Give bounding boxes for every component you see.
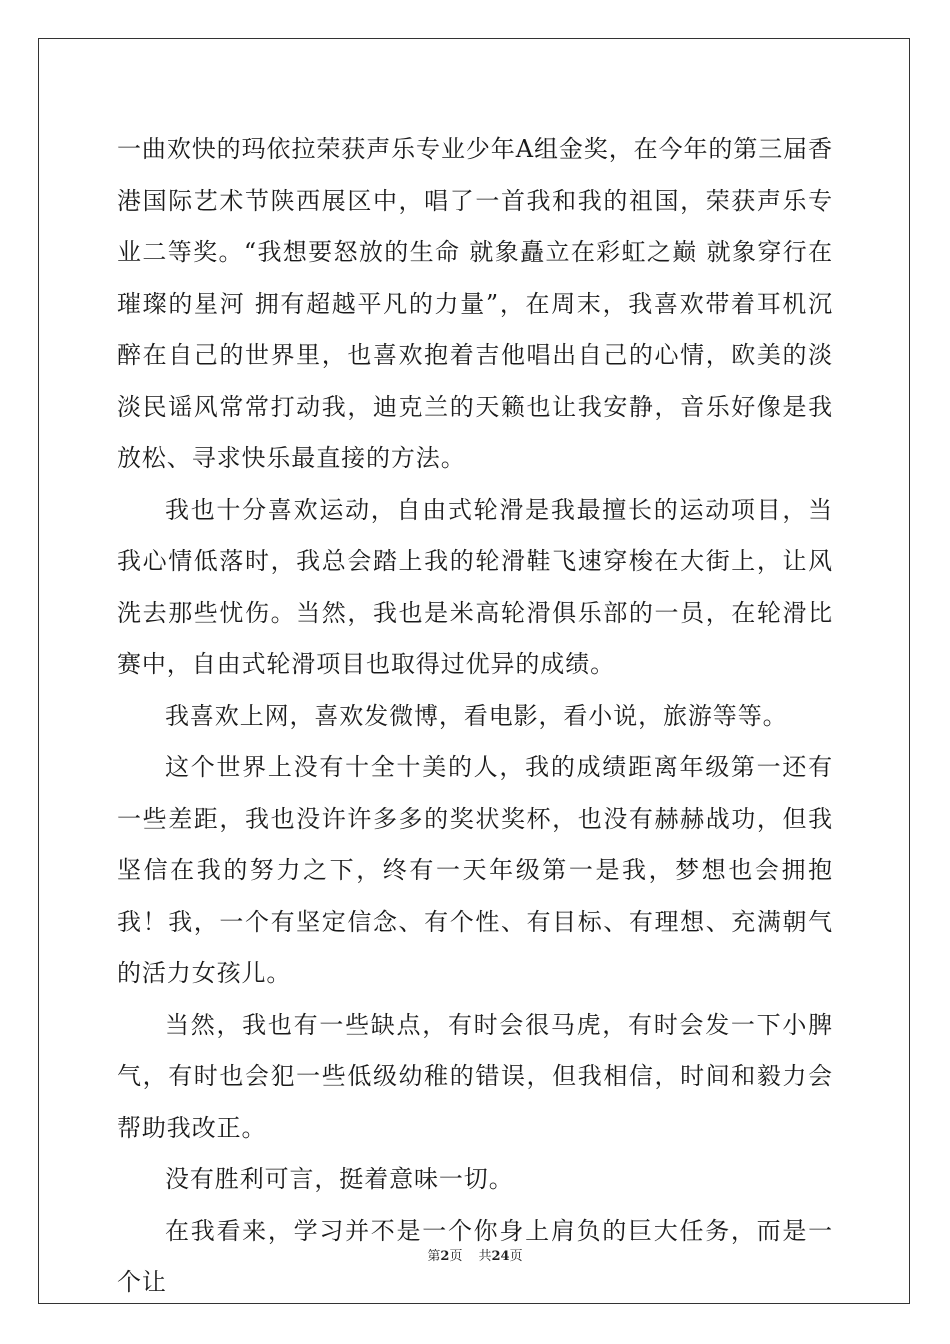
current-page-number: 2	[440, 1249, 450, 1264]
document-body	[117, 124, 833, 1309]
paragraph: 我喜欢上网，喜欢发微博，看电影，看小说，旅游等等。	[165, 701, 788, 730]
footer-total-suffix: 页	[509, 1249, 523, 1264]
paragraph: 一曲欢快的玛依拉荣获声乐专业少年A组金奖，在今年的第三届香港国际艺术节陕西展区中，唱了一首我和我的祖国，荣获声乐专业二等奖。“我想要怒放的生命 就象矗立在彩虹之巅 就象穿行在璀璨的星河 拥有超越平凡的力量”，在周末，我喜欢带着耳机沉醉在自己的世界里，也喜欢抱着吉他唱出自己的心情，欧美的淡淡民谣风常常打动我，迪克兰的天籁也让我安静，音乐好像是我放松、寻求快乐最直接的方法。	[117, 135, 833, 472]
footer-page-suffix: 页	[449, 1249, 463, 1264]
paragraph: 我也十分喜欢运动，自由式轮滑是我最擅长的运动项目，当我心情低落时，我总会踏上我的轮滑鞋飞速穿梭在大街上，让风洗去那些忧伤。当然，我也是米高轮滑俱乐部的一员，在轮滑比赛中，自由式轮滑项目也取得过优异的成绩。	[117, 495, 833, 678]
paragraph: 当然，我也有一些缺点，有时会很马虎，有时会发一下小脾气，有时也会犯一些低级幼稚的错误，但我相信，时间和毅力会帮助我改正。	[117, 1010, 833, 1142]
footer-prefix: 第	[427, 1249, 441, 1264]
page-footer	[0, 1245, 950, 1264]
paragraph: 这个世界上没有十全十美的人，我的成绩距离年级第一还有一些差距，我也没许许多多的奖状奖杯，也没有赫赫战功，但我坚信在我的努力之下，终有一天年级第一是我，梦想也会拥抱我！我，一个有坚定信念、有个性、有目标、有理想、充满朝气的活力女孩儿。	[117, 753, 833, 987]
total-pages-number: 24	[491, 1249, 510, 1264]
paragraph: 没有胜利可言，挺着意味一切。	[165, 1165, 514, 1193]
paragraph: 在我看来，学习并不是一个你身上肩负的巨大任务，而是一个让	[117, 1216, 833, 1296]
footer-total-prefix: 共	[478, 1249, 492, 1264]
